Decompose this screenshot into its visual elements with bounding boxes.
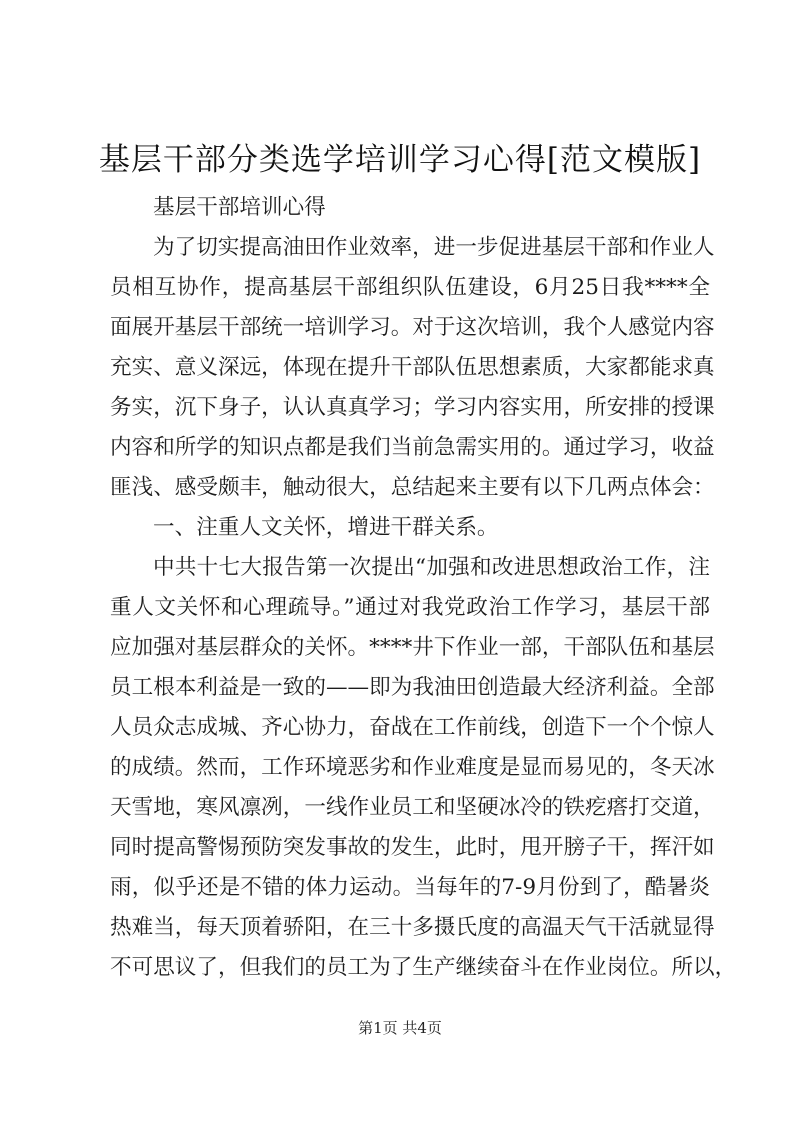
paragraph-line: 雨，似乎还是不错的体力运动。当每年的7-9月份到了，酷暑炎 — [110, 875, 710, 900]
paragraph-line: 不可思议了，但我们的员工为了生产继续奋斗在作业岗位。所以， — [110, 955, 737, 980]
paragraph-line: 内容和所学的知识点都是我们当前急需实用的。通过学习，收益 — [110, 435, 715, 460]
subtitle-line: 基层干部培训心得 — [153, 195, 326, 220]
paragraph-line: 员相互协作，提高基层干部组织队伍建设，6月25日我****全 — [110, 275, 710, 300]
paragraph-line: 充实、意义深远，体现在提升干部队伍思想素质，大家都能求真 — [110, 355, 715, 380]
paragraph-line: 重人文关怀和心理疏导。”通过对我党政治工作学习，基层干部 — [110, 595, 710, 620]
paragraph-line: 同时提高警惕预防突发事故的发生，此时，甩开膀子干，挥汗如 — [110, 835, 715, 860]
paragraph-line: 面展开基层干部统一培训学习。对于这次培训，我个人感觉内容 — [110, 315, 715, 340]
paragraph-line: 匪浅、感受颇丰，触动很大，总结起来主要有以下几两点体会： — [110, 475, 715, 500]
paragraph-line: 人员众志成城、齐心协力，奋战在工作前线，创造下一个个惊人 — [110, 715, 715, 740]
paragraph-line: 务实，沉下身子，认认真真学习；学习内容实用，所安排的授课 — [110, 395, 715, 420]
paragraph-line: 中共十七大报告第一次提出“加强和改进思想政治工作，注 — [153, 555, 710, 580]
section-heading: 一、注重人文关怀，增进干群关系。 — [153, 515, 499, 540]
page-footer: 第1页 共4页 — [358, 1019, 442, 1037]
paragraph-line: 热难当，每天顶着骄阳，在三十多摄氏度的高温天气干活就显得 — [110, 915, 715, 940]
paragraph-line: 为了切实提高油田作业效率，进一步促进基层干部和作业人 — [153, 235, 715, 260]
paragraph-line: 应加强对基层群众的关怀。****井下作业一部，干部队伍和基层 — [110, 635, 715, 660]
paragraph-line: 天雪地，寒风凛冽，一线作业员工和坚硬冰冷的铁疙瘩打交道， — [110, 795, 715, 820]
paragraph-line: 员工根本利益是一致的——即为我油田创造最大经济利益。全部 — [110, 675, 715, 700]
document-title: 基层干部分类选学培训学习心得[范文模版] — [98, 142, 702, 178]
paragraph-line: 的成绩。然而，工作环境恶劣和作业难度是显而易见的，冬天冰 — [110, 755, 715, 780]
